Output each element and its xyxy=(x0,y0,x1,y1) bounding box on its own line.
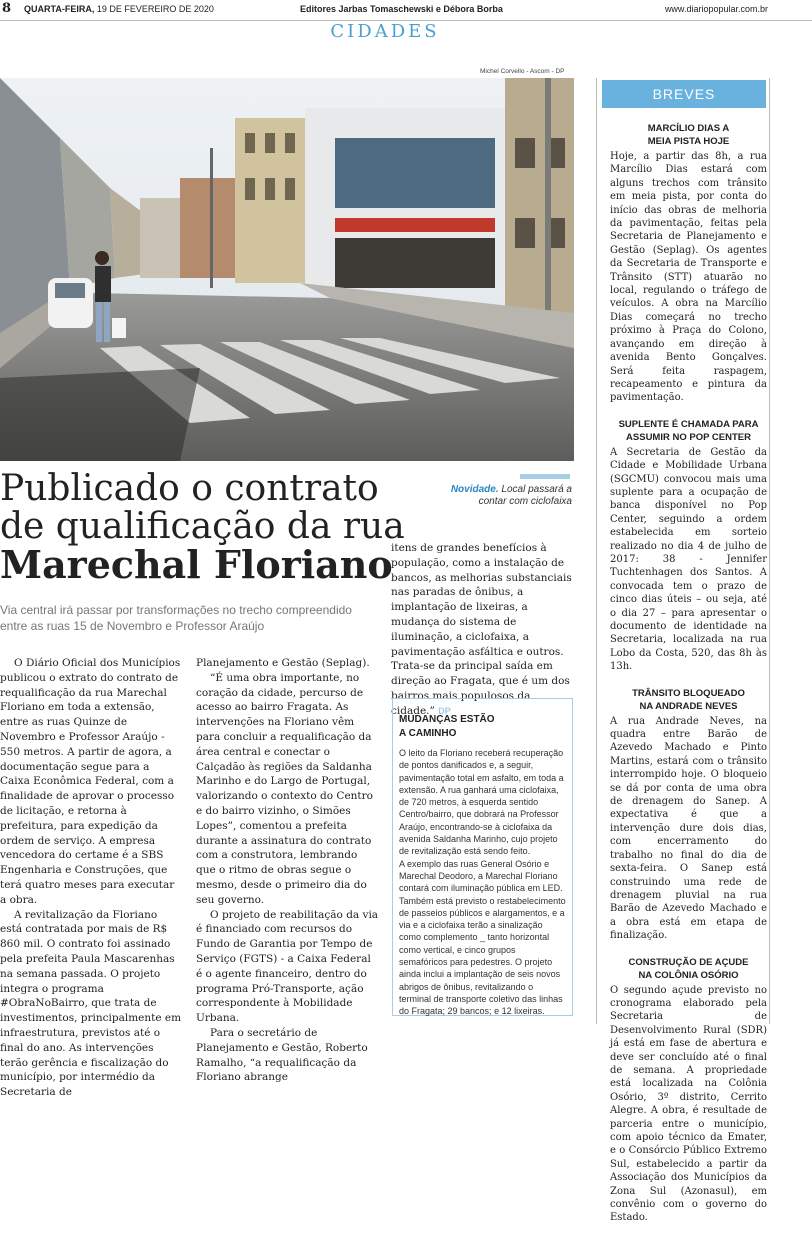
sidebar-box-mudancas xyxy=(392,698,573,1016)
breve-title-line: MEIA PISTA HOJE xyxy=(647,136,730,147)
article-paragraph xyxy=(391,541,574,719)
editors-credit: Editores Jarbas Tomaschewski e Débora Borba xyxy=(300,4,503,14)
page-number: 8 xyxy=(2,1,12,16)
headline-line-1: Publicado o contrato xyxy=(0,468,379,509)
breves-list xyxy=(610,122,767,1238)
page-header xyxy=(0,0,812,21)
section-title: CIDADES xyxy=(330,21,440,42)
breve-text: A rua Andrade Neves, na quadra entre Barão de Azevedo Machado e Pinto Martins, estará com o trânsito interrompido hoje. O bloqueio se dá por conta de uma obra de drenagem do Sanep. A expectativa é que a intervenção dure dois dias, com encerramento do trabalho no final do dia de sexta-feira. O Sanep está construindo uma rede de drenagem pluvial na rua Barão de Azevedo Machado e a obra está em etapa de finalização. xyxy=(610,715,767,942)
article-column-2 xyxy=(196,656,380,1085)
breve-title xyxy=(610,687,767,713)
breve-title xyxy=(610,418,767,444)
article-subheadline: Via central irá passar por transformações no trecho compreendido entre as ruas 15 de Novembro e Professor Araújo xyxy=(0,603,352,633)
box-paragraph: O leito da Floriano receberá recuperação de pontos danificados e, a seguir, pavimentação total em asfalto, em toda a extensão. A rua ganhará uma ciclofaixa, de 720 metros, à esquerda sentido Centro/bairro, que dobrará na Professor Araújo, encontrando-se à ciclofaixa da avenida Saldanha Marinho, cujo projeto de revitalização está sendo feito. xyxy=(399,748,564,857)
headline-line-2: de qualificação da rua xyxy=(0,506,405,547)
caption-text: Local passará a contar com ciclofaixa xyxy=(478,484,572,507)
website-link[interactable]: www.diariopopular.com.br xyxy=(664,4,768,14)
edition-weekday: QUARTA-FEIRA, xyxy=(24,4,95,14)
article-paragraph: Planejamento e Gestão (Seplag). xyxy=(196,657,370,669)
article-paragraph-text: itens de grandes benefícios à população, como a instalação de bancos, as melhorias substanciais nas paradas de ônibus, a implantação de lixeiras, a mudança do sistema de iluminação, a ciclofaixa, a pavimentação asfáltica e outros. Trata-se da principal saída em direção ao Fragata, que é um dos bairros mais populosos da cidade.” xyxy=(391,542,572,717)
edition-date xyxy=(24,4,214,14)
breve-title xyxy=(610,956,767,982)
breve-title-line: MARCÍLIO DIAS A xyxy=(647,123,730,134)
breve-title-line: ASSUMIR NO POP CENTER xyxy=(626,431,751,443)
article-signature: DP xyxy=(438,705,451,716)
article-paragraph: “É uma obra importante, no coração da cidade, percurso de acesso ao bairro Fragata. As intervenções na Floriano vêm para concluir a requalificação da área central e conectar o Calçadão às regiões da Saldanha Marinho e do Largo de Portugal, valorizando o contexto do Centro e do bairro vizinho, o Simões Lopes”, comentou a prefeita durante a assinatura do contrato com a construtora, lembrando que o ritmo de obras segue o mesmo, desde o primeiro dia do seu governo. xyxy=(196,671,373,906)
headline-line-3: Marechal Floriano xyxy=(0,542,393,587)
breve-text: A Secretaria de Gestão da Cidade e Mobilidade Urbana (SGCMU) convocou mais uma suplente para a ocupação de banca disponível no Pop Center, seguindo a ordem estabelecida em sorteio realizado no dia 4 de julho de 2017: 38 - Jennifer Tuchtenhagen dos Santos. A convocada tem o prazo de cinco dias úteis – ou seja, até o dia 27 – para apresentar o documento de identidade na Secretaria, localizada na rua Lobo da Costa, 520, das 8h às 13h. xyxy=(610,446,767,673)
article-paragraph: O Diário Oficial dos Municípios publicou o extrato do contrato de requalificação da rua Marechal Floriano em toda a extensão, entre as ruas Quinze de Novembro e Professor Araújo - 550 metros. A partir de agora, a documentação segue para a Caixa Econômica Federal, com a finalidade de aprovar o processo de licitação, e retorna à prefeitura, para expedição da ordem de serviço. A empresa vencedora do certame é a SBS Engenharia e Construções, que terá quatro meses para executar a obra. xyxy=(0,657,181,906)
box-paragraph: A exemplo das ruas General Osório e Marechal Deodoro, a Marechal Floriano contará com iluminação pública em LED. Também está previsto o restabelecimento de passeios públicos e alargamentos, e a via e a ciclofaixa terão a sinalização como complemento _ tanto horizontal como vertical, e cinco grupos semafóricos para pedestres. O projeto ainda inclui a implantação de seis novos abrigos de ônibus, revitalizando o terminal de transporte coletivo das linhas do Fragata; 29 bancos; e 12 lixeiras. xyxy=(399,858,566,1017)
edition-date-text: 19 DE FEVEREIRO DE 2020 xyxy=(94,4,214,14)
article-paragraph: Para o secretário de Planejamento e Gestão, Roberto Ramalho, “a requalificação da Floriano abrange xyxy=(196,1026,368,1084)
photo-caption xyxy=(440,484,572,508)
caption-lead: Novidade. xyxy=(450,484,499,495)
breve-title xyxy=(610,122,767,148)
photo-credit: Michel Corvello - Ascom - DP xyxy=(480,68,565,75)
article-headline xyxy=(0,468,440,587)
street-photo xyxy=(0,78,574,461)
article-paragraph: A revitalização da Floriano está contratada por mais de R$ 860 mil. O contrato foi assinado pela prefeita Paula Mascarenhas na semana passada. O projeto integra o programa #ObraNoBairro, que trata de investimentos, principalmente em infraestrutura, previstos até o final do ano. As intervenções terão gerência e fiscalização do município, por intermédio da Secretaria de xyxy=(0,908,182,1099)
box-title-line-2: A CAMINHO xyxy=(399,728,457,739)
breve-title-line: SUPLENTE É CHAMADA PARA xyxy=(618,418,759,430)
breve-text: Hoje, a partir das 8h, a rua Marcílio Dias estará com alguns trechos com trânsito em meia pista, por conta do início das obras de melhoria da pavimentação, feitas pela Secretaria de Planejamento e Gestão (Seplag). Os agentes da Secretaria de Transporte e Trânsito (STT) atuarão no local, regulando o tráfego de veículos. A obra na Marcílio Dias começará no trecho próximo à Praça do Colono, avançando em direção à avenida Bento Gonçalves. Será feita raspagem, recapeamento e pintura da pavimentação. xyxy=(610,151,767,404)
street-photo-illustration xyxy=(0,78,574,461)
breve-title-line: NA ANDRADE NEVES xyxy=(639,700,738,712)
article-column-3 xyxy=(391,541,574,719)
breve-text: O segundo açude previsto no cronograma elaborado pela Secretaria de Desenvolvimento Rural (SDR) já está em fase de abertura e deve ser concluído até o final de semana. A propriedade está localizada na Colônia Osório, 3º distrito, Cerrito Alegre. A obra, é resultade de parceria entre o município, com apoio técnico da Emater, e o Consórcio Público Extremo Sul, estabelecido a partir da Associação dos Municípios da Zona Sul (Azonasul), em convênio com o governo do Estado. xyxy=(610,984,767,1224)
breve-title-line: CONSTRUÇÃO DE AÇUDE xyxy=(628,956,749,968)
breve-title-line: TRÂNSITO BLOQUEADO xyxy=(632,687,745,699)
caption-accent-bar xyxy=(520,474,570,479)
box-title xyxy=(399,713,566,741)
breves-label: BREVES xyxy=(602,80,766,108)
article-column-1 xyxy=(0,656,182,1100)
breve-title-line: NA COLÔNIA OSÓRIO xyxy=(638,969,739,981)
article-paragraph: O projeto de reabilitação da via é financiado com recursos do Fundo de Garantia por Tempo de Serviço (FGTS) - a Caixa Federal é o agente financeiro, dentro do programa Pró-Transporte, ação correspondente à Mobilidade Urbana. xyxy=(196,908,379,1025)
box-title-line-1: MUDANÇAS ESTÃO xyxy=(399,714,495,725)
